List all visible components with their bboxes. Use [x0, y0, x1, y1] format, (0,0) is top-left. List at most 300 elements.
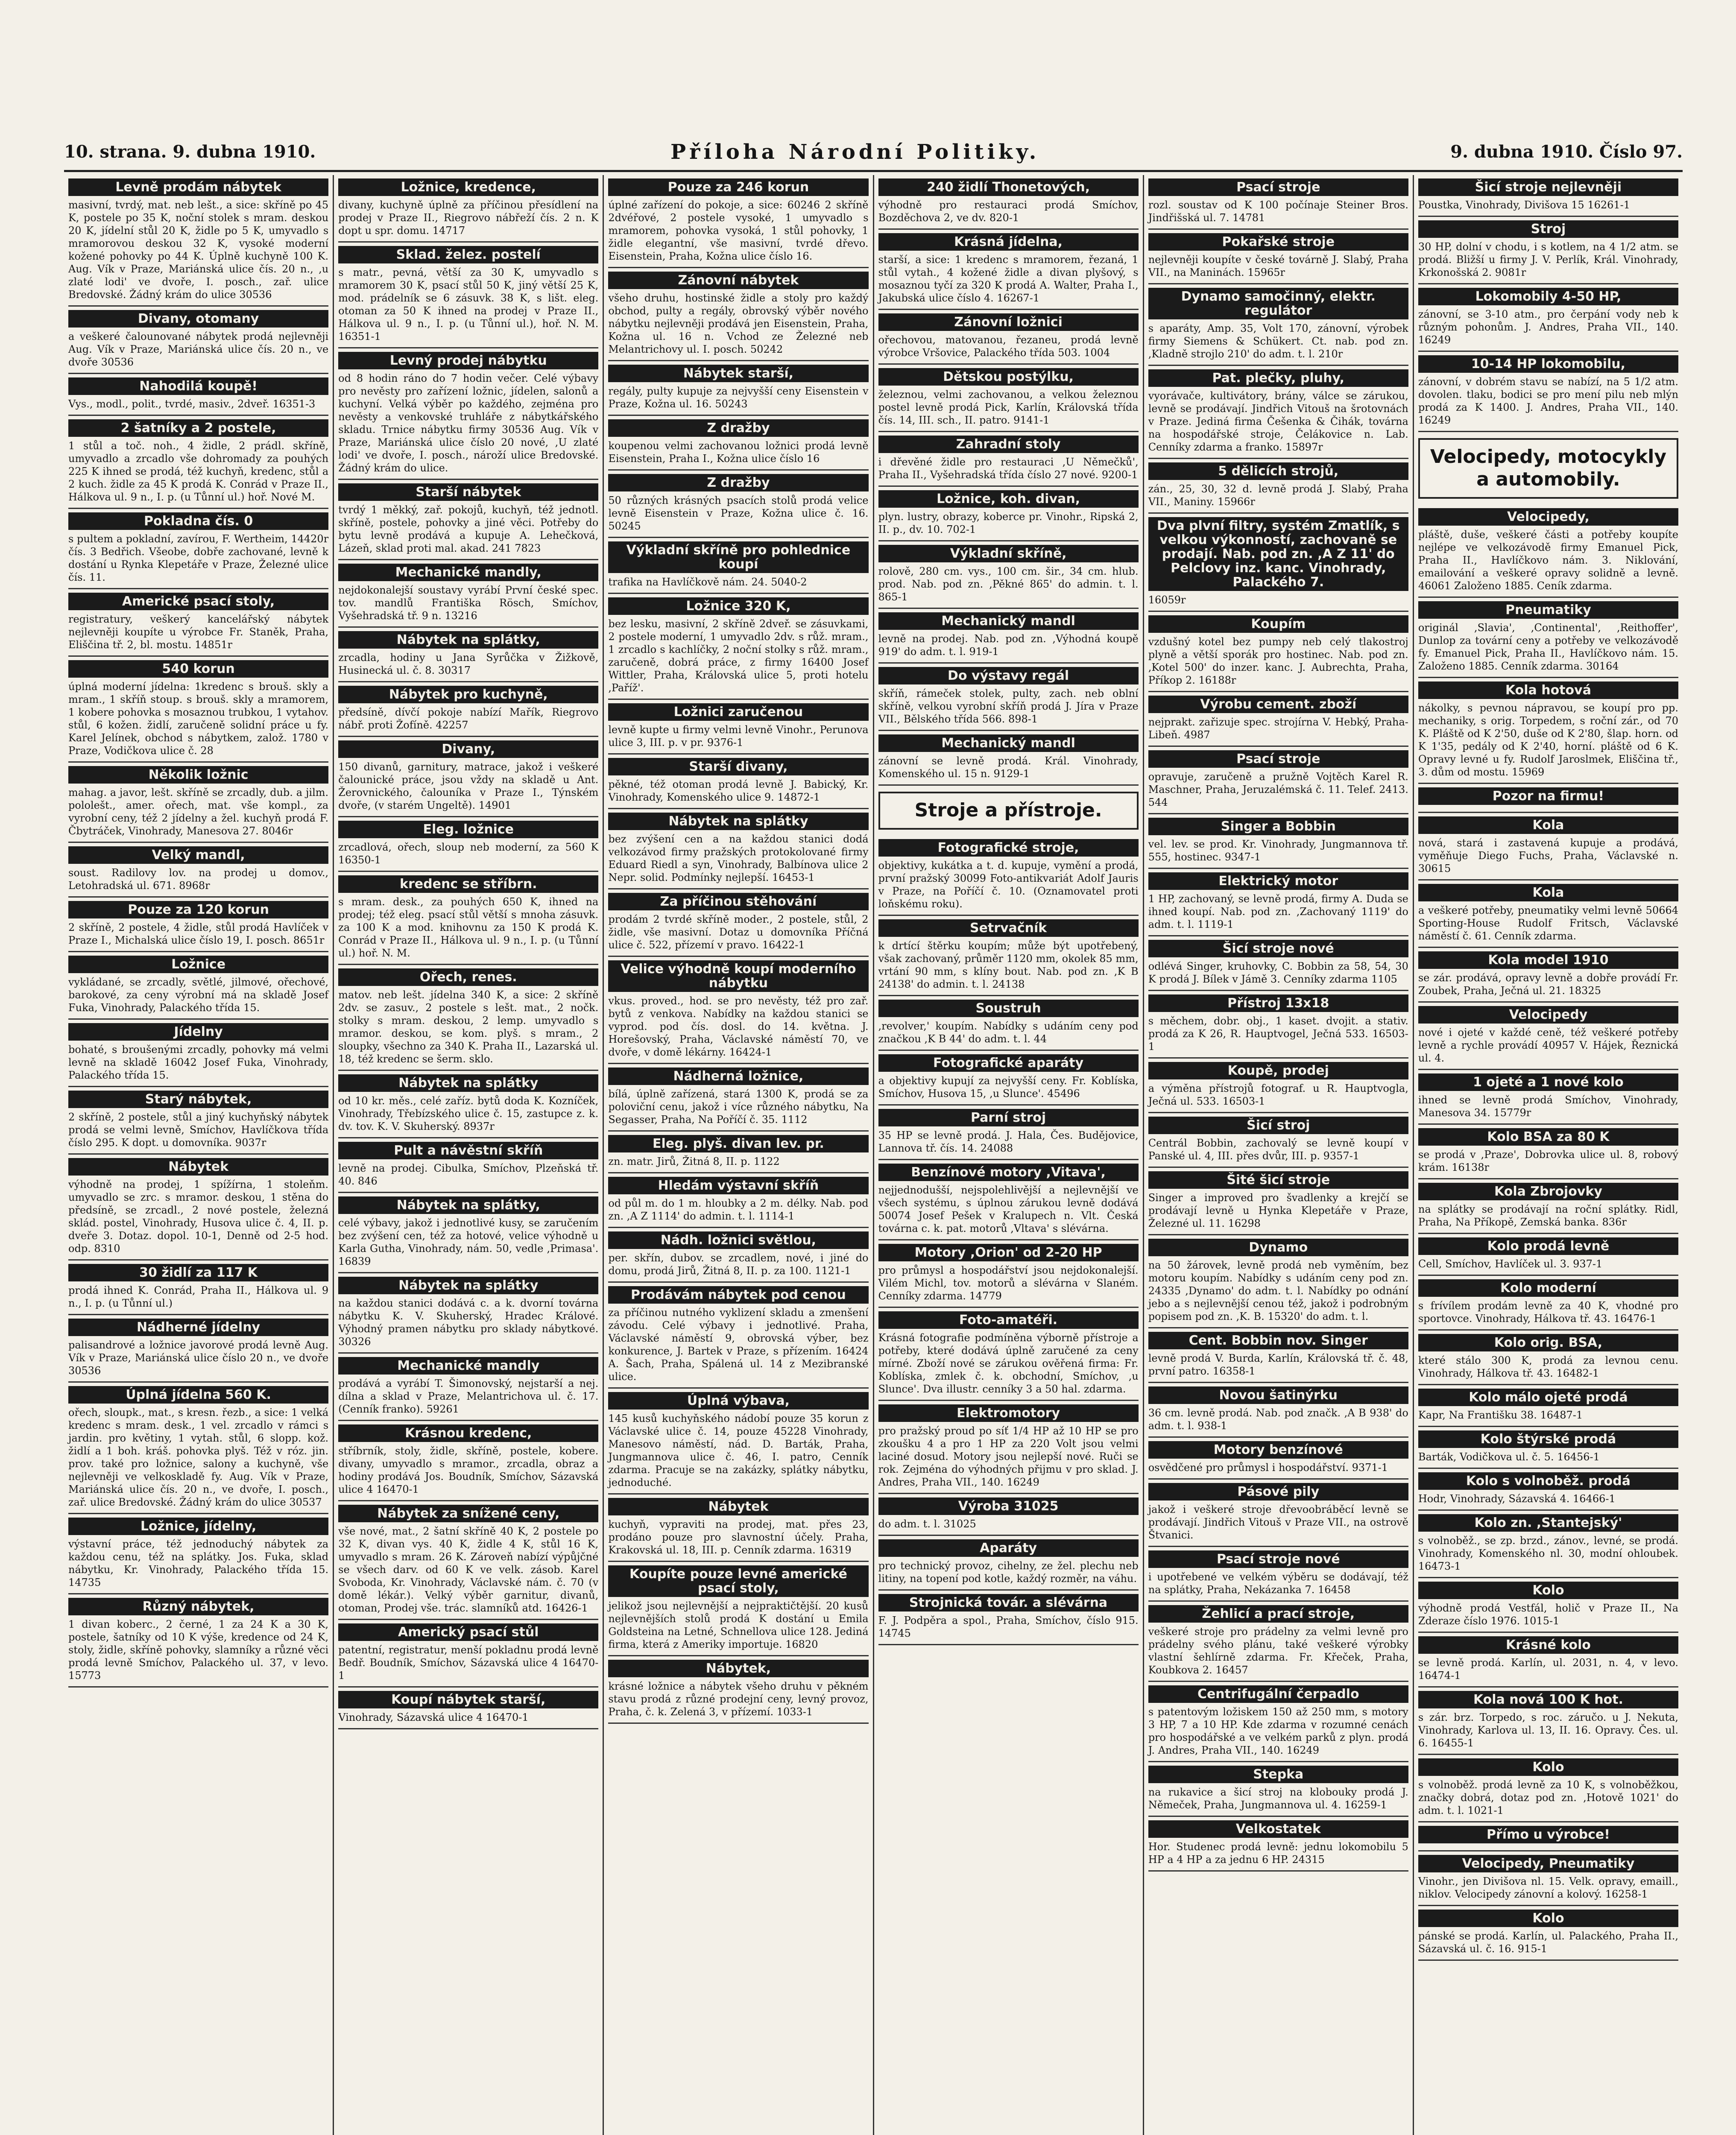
ad-text: od 10 kr. měs., celé zaříz. bytů doda K. Kozníček, Vinohrady, Třebízského ulice č. 15, zastupce z. k. dv. tov. K. V. Skuherský. 8937r [338, 1095, 599, 1132]
ad-title: Starý nábytek, [68, 1091, 328, 1108]
ad-title: Divany, [338, 740, 598, 758]
ad-title: Kola nová 100 K hot. [1418, 1691, 1678, 1708]
classified-ad [878, 836, 1139, 916]
ad-title: Nádh. ložnici světlou, [608, 1231, 868, 1249]
ad-text: 30 HP, dolní v chodu, i s kotlem, na 4 1/2 atm. se prodá. Bližší u firmy J. V. Perlík, Král. Vinohrady, Krkonošská 2. 9081r [1418, 241, 1679, 278]
ad-title: Pult a návěstní skříň [338, 1142, 598, 1159]
ad-title: Kola hotová [1418, 681, 1678, 699]
classified-ad [1148, 747, 1408, 814]
ad-title: Kolo moderní [1418, 1279, 1678, 1297]
ad-text: se zár. prodává, opravy levně a dobře provádí Fr. Zoubek, Praha, Ječná ul. 21. 18325 [1418, 971, 1679, 997]
ad-title: Levný prodej nábytku [338, 352, 598, 369]
ad-title: Mechanické mandly, [338, 564, 598, 581]
ad-text: s pultem a pokladní, zavírou, F. Wertheim, 14420r čís. 3 Bedřich. Všeobe, dobře zachované, levně k dostání u Rynka Klepetáře v Praze, Železné ulice čís. 11. [68, 533, 329, 583]
ad-text: plyn. lustry, obrazy, koberce pr. Vinohr., Ripská 2, II. p., dv. 10. 702-1 [878, 511, 1139, 535]
ad-title: Velkostatek [1148, 1820, 1408, 1838]
classified-ad [1148, 1168, 1408, 1235]
classified-ad [1418, 784, 1678, 813]
ad-text: na rukavice a šicí stroj na klobouky prodá J. Němeček, Praha, Jungmannova ul. 4. 16259-1 [1148, 1786, 1408, 1811]
ad-text: bílá, úplně zařízená, stará 1300 K, prodá se za poloviční cenu, jakož i více různého nábytku, Na Segasser, Praha, Na Poříčí č. 35. 1112 [608, 1088, 869, 1126]
ad-text: trafika na Havlíčkově nám. 24. 5040-2 [608, 576, 807, 588]
ad-text: ořechovou, matovanou, řezaneu, prodá levně výrobce Vršovice, Palackého třída 503. 1004 [878, 334, 1139, 359]
classified-ad [68, 416, 328, 509]
ad-text: vyorávače, kultivátory, brány, válce se zárukou, levně se prodávají. Jindřich Vitouš na šrotovnách v Praze. Jediná firma Češenka & Čihák, továrna na hospodářské stroje, Čelákovice n. Lab. Cenníky zdarma a franko. 15897r [1148, 390, 1408, 453]
ad-title: Kolo štýrské prodá [1418, 1430, 1678, 1448]
classified-ad [1148, 230, 1408, 284]
ad-columns [64, 175, 1683, 2135]
classified-ad [1148, 1383, 1408, 1438]
classified-ad [68, 175, 328, 307]
column-3 [604, 175, 874, 2135]
ad-title: Benzínové motory ,Vitava', [878, 1164, 1139, 1181]
ad-text: předsíně, dívčí pokoje nabízí Mařík, Riegrovo nábř. proti Žofíně. 42257 [338, 706, 599, 731]
ad-title: Fotografické stroje, [878, 839, 1139, 857]
classified-ad [338, 1354, 598, 1421]
classified-ad [1418, 217, 1678, 284]
classified-ad [1148, 1817, 1408, 1872]
ad-text: 1 stůl a toč. noh., 4 židle, 2 prádl. skříně, umyvadlo a zrcadlo vše dohromady za pouhých 225 K ihned se prodá, též kuchyň, kredenc, stůl a 2 kuch. židle za 45 K prodá K. Conrád v Praze II., Hálkova ul. 9 n., I. p. (u Tůnní ul.) hoř. Nové M. [68, 440, 329, 503]
ad-text: 36 cm. levně prodá. Nab. pod značk. ,A B 938' do adm. t. l. 938-1 [1148, 1407, 1408, 1432]
classified-ad [68, 1383, 328, 1514]
ad-title: Koupím [1148, 615, 1408, 633]
ad-text: 145 kusů kuchyňského nádobí pouze 35 korun z Václavské ulice č. 14, pouze 45228 Vinohrady, Manesovo náměstí, nád. D. Barták, Praha, Jungmannova ulice č. 46, I. patro, Cenník zdarma. Pracuje se na zakázky, splátky nábytku, jednoduché. [608, 1413, 869, 1489]
classified-ad [68, 1261, 328, 1315]
ad-title: Dva plvní filtry, systém Zmatlík, s velkou výkonností, zachovaně se prodají. Nab. pod zn. ,A Z 11' do Pelclovy inz. kanc. Vinohrady, Palackého 7. [1148, 517, 1408, 591]
classified-ad [608, 889, 868, 957]
ad-title: Aparáty [878, 1539, 1139, 1557]
ad-title: Výkladní skříně, [878, 545, 1139, 562]
ad-text: 16059r [1148, 594, 1186, 606]
classified-ad [1148, 1113, 1408, 1168]
classified-ad [68, 657, 328, 763]
ad-text: nové i ojeté v každé ceně, též veškeré potřeby levně a rychle provádí 40957 V. Hájek, Řeznická ul. 4. [1418, 1026, 1679, 1064]
classified-ad [338, 1071, 598, 1138]
ad-text: s frívílem prodám levně za 40 K, vhodné pro sportovce. Vinohrady, Hálkova tř. 43. 16476-1 [1418, 1299, 1679, 1325]
ad-title: Pouze za 246 korun [608, 178, 868, 196]
ad-title: Nábytek pro kuchyně, [338, 686, 598, 703]
classified-ad [608, 1656, 868, 1724]
ad-text: i dřevěné židle pro restauraci ,U Němečků', Praha II., Vyšehradská třída číslo 27 nové. 9200-1 [878, 456, 1139, 481]
ad-text: úplné zařízení do pokoje, a sice: 60246 2 skříně 2dvéřové, 2 postele vysoké, 1 umyvadlo s mramorem, pohovka vysoká, 1 stůl pohovky, 1 židle elegantní, vše masivní, tvrdé dřevo. Eisenstein, Praha, Kožna ulice číslo 16. [608, 199, 869, 262]
ad-title: Kola model 1910 [1418, 951, 1678, 969]
ad-text: stříbrník, stoly, židle, skříně, postele, kobere. divany, umyvadlo s mramor., zrcadla, obraz a hodiny prodává Jos. Boudník, Smíchov, Sázavská ulice 4 16470-1 [338, 1445, 599, 1495]
classified-ad [1418, 1688, 1678, 1755]
classified-ad [338, 1501, 598, 1620]
classified-ad [68, 1087, 328, 1155]
ad-title: Cent. Bobbin nov. Singer [1148, 1332, 1408, 1349]
classified-ad [68, 898, 328, 952]
classified-ad [608, 1389, 868, 1494]
header-issue: 9. dubna 1910. Číslo 97. [1450, 142, 1683, 162]
ad-text: s mram. desk., za pouhých 650 K, ihned na prodej; též eleg. psací stůl větší s mnoha zásuvk. za 100 K a mod. knihovnu za 150 K prodá K. Conrád v Praze II., Hálkova ul. 9 n., I. p. (u Tůnní ul.) hoř. N. M. [338, 896, 599, 959]
ad-title: Pásové pily [1148, 1483, 1408, 1500]
classified-ad [608, 1064, 868, 1132]
ad-title: Koupí nábytek starší, [338, 1691, 598, 1708]
ad-text: s matr., pevná, větší za 30 K, umyvadlo s mramorem 30 K, psací stůl 50 K, jiný větší 25 K, mod. prádelník se 6 zásuvk. 38 K, s lišt. eleg. otoman za 50 K ihned na prodej v Praze II., Hálkova ul. 9 n., I. p. (u Tůnní ul.), hoř. N. M. 16351-1 [338, 266, 599, 342]
ad-title: Nábytek na splátky [608, 813, 868, 830]
ad-title: Výrobu cement. zboží [1148, 696, 1408, 713]
column-5 [1144, 175, 1414, 2135]
ad-text: pro průmysl a hospodářství jsou nejdokonalejší. Vilém Michl, tov. motorů a slévárna v Slaném. Cenníky zdarma. 14779 [878, 1264, 1139, 1302]
ad-title: Z dražby [608, 474, 868, 491]
ad-title: Šicí stroje nejlevněji [1418, 178, 1678, 196]
ad-title: Centrifugální čerpadlo [1148, 1685, 1408, 1703]
ad-text: zánovní se levně prodá. Král. Vinohrady, Komenského ul. 15 n. 9129-1 [878, 755, 1139, 780]
ad-title: Mechanický mandl [878, 734, 1139, 752]
ad-text: levně prodá V. Burda, Karlín, Královská tř. č. 48, první patro. 16358-1 [1148, 1352, 1408, 1377]
classified-ad [1148, 991, 1408, 1059]
classified-ad [338, 1421, 598, 1501]
classified-ad [1418, 813, 1678, 880]
ad-title: Různý nábytek, [68, 1598, 328, 1615]
ad-text: se prodá v ,Praze', Dobrovka ulice ul. 8, robový krám. 16138r [1418, 1148, 1679, 1173]
ad-title: Sklad. želez. postelí [338, 246, 598, 263]
ad-title: Novou šatinýrku [1148, 1386, 1408, 1404]
ad-text: za příčinou nutného vyklizení skladu a zmenšení závodu. Celé výbavy i jednotlivé. Praha, Václavské náměstí 9, obrovská výber, bez konkurence, J. Bartek v Praze, s přízením. 16424 A. Šach, Praha, Spálená ul. 14 z Mezibranské ulice. [608, 1307, 869, 1383]
classified-ad [878, 731, 1139, 786]
ad-text: Singer a improved pro švadlenky a krejčí se prodávají levně u Hynka Klepetáře v Praze, Železné ul. 11. 16298 [1148, 1192, 1408, 1229]
ad-title: Zánovní ložnici [878, 313, 1139, 331]
classified-ad [878, 1106, 1139, 1160]
ad-text: masivní, tvrdý, mat. neb lešt., a sice: skříně po 45 K, postele po 35 K, noční stolek s mram. deskou 20 K, jídelní stůl 20 K, židle po 5 K, umyvadlo s mramorovou deskou 32 K, vysoké moderní kožené pohovky po 44 K. Úplně kuchyně 100 K. Aug. Vík v Praze, Mariánská ulice čís. 20 n., ,u zlaté lodi' ve dvoře, I. posch., zař. ulice Bredovské. Žádný krám do ulice 30536 [68, 199, 329, 301]
ad-title: 30 židlí za 117 K [68, 1264, 328, 1281]
classified-ad [1148, 1762, 1408, 1817]
classified-ad [878, 432, 1139, 487]
classified-ad [338, 1688, 598, 1729]
classified-ad [338, 1273, 598, 1354]
ad-title: Kolo prodá levně [1418, 1237, 1678, 1255]
ad-title: Krásné kolo [1418, 1636, 1678, 1654]
classified-ad [878, 1240, 1139, 1308]
classified-ad [1418, 284, 1678, 352]
ad-text: a veškeré potřeby, pneumatiky velmi levně 50664 Sporting-House Rudolf Fritsch, Václavské náměstí č. 61. Cenník zdarma. [1418, 904, 1679, 942]
ad-text: výhodně na prodej, 1 spížírna, 1 stoleňm. umyvadlo se zrc. s mramor. deskou, 1 stěna do předsíně, se zrcadl., 2 nové postele, železná sklád. postel, Vinohrady, Husova ulice č. 4, II. p. dveře 3. Dotaz. dopol. 10-1, Denně od 2-5 hod. odp. 8310 [68, 1179, 329, 1255]
classified-ad [878, 1591, 1139, 1645]
ad-title: Pokladna čís. 0 [68, 512, 328, 530]
ad-title: Kola [1418, 816, 1678, 834]
classified-ad [1148, 1438, 1408, 1480]
classified-ad [1418, 1578, 1678, 1633]
ad-text: Barták, Vodičkova ul. č. 5. 16456-1 [1418, 1451, 1600, 1463]
ad-title: Nábytek, [608, 1660, 868, 1677]
ad-text: nejlevněji koupíte v české továrně J. Slabý, Praha VII., na Maninách. 15965r [1148, 254, 1408, 278]
ad-text: osvědčené pro průmysl i hospodářství. 9371-1 [1148, 1462, 1388, 1474]
ad-title: Pat. plečky, pluhy, [1148, 369, 1408, 387]
classified-ad [68, 1594, 328, 1688]
ad-text: 150 divanů, garnitury, matrace, jakož i veškeré čalounické práce, jsou vždy na skladě u Ant. Žerovnického, čalouníka v Praze I., Týnském dvoře, (v starém Ungeltě). 14901 [338, 761, 599, 811]
ad-text: palisandrové a ložnice javorové prodá levně Aug. Vík v Praze, Mariánská ulice číslo 20 n., ve dvoře 30536 [68, 1339, 329, 1377]
classified-ad [1418, 1755, 1678, 1822]
classified-ad [878, 1494, 1139, 1536]
ad-title: Do výstavy regál [878, 667, 1139, 684]
ad-title: Ložnici zaručenou [608, 703, 868, 721]
ad-title: Pozor na firmu! [1418, 787, 1678, 805]
ad-title: Šicí stroje nové [1148, 940, 1408, 957]
ad-text: tvrdý 1 měkký, zař. pokojů, kuchyň, též jednotl. skříně, postele, pohovky a jiné věci. Potřeby do bytu levně prodává a kupuje A. Lehečková, Lázeň, sklad proti mal. akad. 241 7823 [338, 504, 599, 554]
ad-text: do adm. t. l. 31025 [878, 1518, 976, 1530]
classified-ad [1418, 880, 1678, 948]
ad-text: výhodně prodá Vestfál, holič v Praze II., Na Zderaze číslo 1976. 1015-1 [1418, 1602, 1679, 1627]
classified-ad [878, 1051, 1139, 1106]
classified-ad [68, 509, 328, 589]
ad-text: originál ,Slavia', ,Continental', ,Reithoffer', Dunlop za tovární ceny a potřeby ve velkozávodě fy. Emanuel Pick, Praha II., Havlíčkovo nám. 15. Založeno 1885. Cenník zdarma. 30164 [1418, 621, 1679, 672]
ad-text: zánovní, v dobrém stavu se nabízí, na 5 1/2 atm. dovolen. tlaku, bodici se pro mení pilu neb mlýn prodá za K 1400. J. Andres, Praha VII., 140. 16249 [1418, 376, 1679, 426]
ad-title: Nádherné jídelny [68, 1319, 328, 1336]
ad-text: jakož i veškeré stroje dřevoobráběcí levně se prodávají. Jindřich Vitouš v Praze VII., na ostrově Štvanici. [1148, 1503, 1408, 1541]
ad-text: Vys., modl., polit., tvrdé, masiv., 2dveř. 16351-3 [68, 398, 316, 410]
classified-ad [1148, 514, 1408, 612]
classified-ad [1418, 1125, 1678, 1179]
ad-title: Zánovní nábytek [608, 272, 868, 289]
ad-text: úplná moderní jídelna: 1kredenc s brouš. skly a mram., 1 skříň stoup. s brouš. skly a mramorem, 1 kobere pohovka s mosaznou trubkou, 1 vytahov. stůl, 6 kožen. židlí, zaručeně solidní práce u fy. Karel Jelínek, obchod s nábytkem, založ. 1780 v Praze, Vodičkova ulice č. 28 [68, 681, 329, 757]
classified-ad [608, 1228, 868, 1283]
ad-text: Krásná fotografie podmíněna výborně přístroje a potřeby, které dodává úplně zaručené za ceny mírné. Zboží nové se zárukou ověřená firma: Fr. Koblíska, zmlek č. k. obchodní, Smíchov, ,u Slunce'. Dva illustr. cenníky 3 a 50 hal. zdarma. [878, 1331, 1139, 1395]
classified-ad [608, 700, 868, 755]
ad-title: Ložnice [68, 956, 328, 973]
ad-title: Přístroj 13x18 [1148, 994, 1408, 1012]
classified-ad [878, 1160, 1139, 1240]
classified-ad [878, 1308, 1139, 1401]
ad-title: Kolo BSA za 80 K [1418, 1128, 1678, 1146]
ad-text: pánské se prodá. Karlín, ul. Palackého, Praha II., Sázavská ul. č. 16. 915-1 [1418, 1930, 1679, 1955]
ad-text: pěkné, též otoman prodá levně J. Babický, Kr. Vinohrady, Komenského ulice 9. 14872-1 [608, 778, 869, 803]
ad-title: Elektromotory [878, 1404, 1139, 1422]
ad-title: Ořech, renes. [338, 968, 598, 986]
ad-text: prodává a vyrábí T. Šimonovský, nejstarší a nej. dílna a sklad v Praze, Melantrichova ul. č. 17. (Cenník franko). 59261 [338, 1378, 599, 1415]
ad-title: Žehlicí a prací stroje, [1148, 1605, 1408, 1623]
ad-text: levně na prodej. Cibulka, Smíchov, Plzeňská tř. 40. 846 [338, 1162, 599, 1187]
ad-title: 1 ojeté a 1 nové kolo [1418, 1073, 1678, 1091]
ad-text: ,revolver,' koupím. Nabídky s udáním ceny pod značkou ,K B 44' do adm. t. l. 44 [878, 1020, 1139, 1045]
classified-ad [1148, 612, 1408, 692]
classified-ad [1418, 1511, 1678, 1578]
classified-ad [68, 952, 328, 1020]
ad-text: bohaté, s broušenými zrcadly, pohovky má velmi levně na skladě 16042 Josef Fuka, Vinohrady, Palackého třída 15. [68, 1044, 329, 1081]
classified-ad [1148, 814, 1408, 869]
classified-ad [878, 1536, 1139, 1591]
ad-text: pláště, duše, veškeré části a potřeby koupíte nejlépe ve velkozávodě firmy Emanuel Pick, Praha II., Havlíčkovo nám. 3. Niklování, emailování a veškeré opravy solidně a levně. 46061 Založeno 1885. Ceník zdarma. [1418, 528, 1679, 592]
classified-ad [608, 1283, 868, 1389]
ad-title: Velice výhodně koupí moderního nábytku [608, 960, 868, 992]
ad-title: Ložnice, kredence, [338, 178, 598, 196]
classified-ad [608, 538, 868, 594]
classified-ad [1148, 1235, 1408, 1328]
classified-ad [338, 682, 598, 737]
ad-text: zn. matr. Jirů, Žitná 8, II. p. 1122 [608, 1155, 780, 1167]
ad-title: Úplná výbava, [608, 1392, 868, 1410]
ad-text: s volnoběž. prodá levně za 10 K, s volnoběžkou, značky dobrá, dotaz pod zn. ,Hotově 1021' do adm. t. l. 1021-1 [1418, 1778, 1679, 1816]
classified-ad [338, 737, 598, 817]
ad-text: opravuje, zaručeně a pružně Vojtěch Karel R. Maschner, Praha, Jeruzalémská č. 11. Telef. 2413. 544 [1148, 771, 1408, 808]
ad-title: Soustruh [878, 1000, 1139, 1017]
ad-text: regály, pulty kupuje za nejvyšší ceny Eisenstein v Praze, Kožna ul. 16. 50243 [608, 385, 869, 410]
ad-text: železnou, velmi zachovanou, a velkou železnou postel levně prodá Pick, Karlín, Královská třída čís. 14, III. sch., II. patro. 9141-1 [878, 389, 1139, 426]
ad-title: 5 dělicích strojů, [1148, 462, 1408, 480]
ad-text: s měchem, dobr. obj., 1 kaset. dvojit. a stativ. prodá za K 26, R. Hauptvogel, Ječná 533. 16503-1 [1148, 1015, 1408, 1053]
classified-ad [1418, 1822, 1678, 1851]
classified-ad [338, 628, 598, 682]
ad-text: a veškeré čalounované nábytek prodá nejlevněji Aug. Vík v Praze, Mariánská ulice čís. 20 n., ve dvoře 30536 [68, 330, 329, 368]
ad-text: skříň, rámeček stolek, pulty, zach. neb oblní skříně, velkou vyrobní skříň prodá J. Jíra v Praze VII., Bělského třída 566. 898-1 [878, 687, 1139, 725]
ad-title: Motory ,Orion' od 2-20 HP [878, 1244, 1139, 1261]
ad-text: krásné ložnice a nábytek všeho druhu v pěkném stavu prodá z různé prodejní ceny, levný provoz, Praha, č. k. Zelená 3, v přízemí. 1033-1 [608, 1680, 869, 1718]
ad-text: vše nové, mat., 2 šatní skříně 40 K, 2 postele po 32 K, divan vys. 40 K, židle 4 K, stůl 16 K, umyvadlo s mram. 26 K. Zároveň nabízí výpůjčné se všech darv. od 60 K ve velk. zásob. Karel Svoboda, Kr. Vinohrady, Václavské nám. č. 70 (v domě lékár.). Velký výběr garnitur, divanů, otoman, Prodej vše. trác. slamníků atd. 16426-1 [338, 1525, 599, 1614]
ad-text: kuchyň, vypraviti na prodej, mat. přes 23, prodáno pouze pro slavnostní účely. Praha, Krakovská ul. 18, III. p. Cenník zdarma. 16319 [608, 1518, 869, 1556]
classified-ad [878, 609, 1139, 664]
ad-text: výhodně pro restauraci prodá Smíchov, Bozděchova 2, ve dv. 820-1 [878, 199, 1139, 224]
page-header [64, 137, 1683, 172]
ad-text: prodám 2 tvrdé skříně moder., 2 postele, stůl, 2 židle, vše masivní. Dotaz u domovníka Příčná ulice č. 522, přízemí v pravo. 16422-1 [608, 913, 869, 951]
ad-title: Kolo [1418, 1758, 1678, 1776]
classified-ad [608, 361, 868, 416]
ad-title: Kola [1418, 884, 1678, 901]
ad-title: Parní stroj [878, 1109, 1139, 1126]
ad-text: Kapr, Na Františku 38. 16487-1 [1418, 1409, 1583, 1421]
ad-text: rolově, 280 cm. vys., 100 cm. šir., 34 cm. hlub. prod. Nab. pod zn. ,Pěkné 865' do admin. t. l. 865-1 [878, 565, 1139, 603]
ad-title: Elektrický motor [1148, 872, 1408, 890]
ad-title: Mechanický mandl [878, 612, 1139, 630]
classified-ad [338, 348, 598, 480]
ad-text: 35 HP se levně prodá. J. Hala, Čes. Budějovice, Lannova tř. čís. 14. 24088 [878, 1129, 1139, 1154]
classified-ad [68, 1315, 328, 1383]
classified-ad [878, 541, 1139, 609]
ad-title: Nábytek [608, 1498, 868, 1515]
classified-ad [1148, 284, 1408, 366]
ad-text: všeho druhu, hostinské židle a stoly pro každý obchod, pulty a regály, obrovský výběr nového nábytku nejlevněji prodává jen Eisenstein, Praha, Kožna ul. 16 n. Vchod ze Železné neb Melantrichovy ul. I. posch. 50242 [608, 292, 869, 355]
ad-text: divany, kuchyně úplně za příčinou přesídlení na prodej v Praze II., Riegrovo nábřeží čís. 2 n. K dopt u spr. domu. 14717 [338, 199, 599, 237]
ad-title: Velocipedy, Pneumatiky [1418, 1855, 1678, 1872]
classified-ad [1418, 175, 1678, 217]
ad-title: Šicí stroj [1148, 1117, 1408, 1134]
ad-text: 1 divan koberc., 2 černé, 1 za 24 K a 30 K, postele, šatníky od 10 K výše, kredence od 24 K, stoly, židle, skříně pohovky, slamníky a různé věci prodá levně Smíchov, Palackého ul. 37, v levo. 15773 [68, 1618, 329, 1682]
classified-ad [338, 1193, 598, 1273]
ad-text: a výměna přístrojů fotograf. u R. Hauptvogla, Ječná ul. 533. 16503-1 [1148, 1082, 1408, 1107]
ad-text: zánovní, se 3-10 atm., pro čerpání vody neb k různým pohonům. J. Andres, Praha VII., 140. 16249 [1418, 308, 1679, 346]
ad-text: výstavní práce, též jednoduchý nábytek za každou cenu, též na splátky. Jos. Fuka, sklad nábytku, Kr. Vinohrady, Palackého třída 15. 14735 [68, 1538, 329, 1588]
classified-ad [68, 1514, 328, 1594]
ad-text: vel. lev. se prod. Kr. Vinohrady, Jungmannova tř. 555, hostinec. 9347-1 [1148, 838, 1408, 863]
ad-title: Stroj [1418, 220, 1678, 238]
ad-title: Velocipedy, [1418, 508, 1678, 526]
ad-title: Lokomobily 4-50 HP, [1418, 288, 1678, 305]
column-2 [334, 175, 604, 2135]
classified-ad [608, 416, 868, 471]
ad-title: Pouze za 120 korun [68, 901, 328, 918]
ad-text: s volnoběž., se zp. brzd., zánov., levné, se prodá. Vinohrady, Komenského nl. 30, modní ohloubek. 16473-1 [1418, 1534, 1679, 1572]
ad-title: Pokařské stroje [1148, 233, 1408, 251]
classified-ad [1418, 352, 1678, 432]
ad-title: Koupě, prodej [1148, 1062, 1408, 1079]
header-title: Příloha Národní Politiky. [670, 140, 1040, 164]
classified-ad [68, 307, 328, 374]
classified-ad [608, 755, 868, 809]
ad-title: Velocipedy [1418, 1006, 1678, 1024]
ad-title: Velký mandl, [68, 846, 328, 864]
classified-ad [1148, 692, 1408, 747]
classified-ad [1148, 1328, 1408, 1383]
classified-ad [1418, 505, 1678, 598]
classified-ad [1418, 1851, 1678, 1906]
ad-title: Ložnice, jídelny, [68, 1518, 328, 1535]
ad-title: Levně prodám nábytek [68, 178, 328, 196]
ad-title: Foto-amatéři. [878, 1311, 1139, 1329]
ad-title: Jídelny [68, 1023, 328, 1041]
ad-title: Motory benzínové [1148, 1441, 1408, 1459]
classified-ad [878, 916, 1139, 996]
ad-text: objektivy, kukátka a t. d. kupuje, vymění a prodá, první pražský 30099 Foto-antikvariát Adolf Jauris v Praze, na Poříčí č. 10. (Oznamovatel proti loňskému roku). [878, 859, 1139, 910]
ad-text: které stálo 300 K, prodá za levnou cenu. Vinohrady, Hálkova tř. 43. 16482-1 [1418, 1354, 1679, 1379]
ad-title: Kolo [1418, 1582, 1678, 1599]
ad-title: Singer a Bobbin [1148, 818, 1408, 835]
classified-ad [1418, 678, 1678, 784]
ad-text: rozl. soustav od K 100 počínaje Steiner Bros. Jindřišská ul. 7. 14781 [1148, 199, 1408, 224]
classified-ad [68, 1155, 328, 1261]
classified-ad [1418, 1234, 1678, 1276]
classified-ad [338, 175, 598, 243]
classified-ad [1418, 1427, 1678, 1469]
classified-ad [338, 1138, 598, 1193]
ad-title: Výkladní skříně pro pohlednice koupí [608, 541, 868, 573]
ad-text: s aparáty, Amp. 35, Volt 170, zánovní, výrobek firmy Siemens & Schükert. Ct. nab. pod zn. ,Kladně strojlo 210' do adm. t. l. 210r [1148, 322, 1408, 360]
ad-title: Nahodilá koupě! [68, 377, 328, 395]
ad-title: kredenc se stříbrn. [338, 875, 598, 893]
ad-title: Kolo zn. ,Stantejský' [1418, 1514, 1678, 1532]
ad-text: matov. neb lešt. jídelna 340 K, a sice: 2 skříně 2dv. se zasuv., 2 postele s lešt. mat., 2 nočk. stolky s mram. deskou, 2 lemp. umyvadlo s mramor. deskou, se kom. plyš. s mram., 2 sloupky, všechno za 340 K. Praha II., Lazarská ul. 18, též kredenc se šerm. sklo. [338, 989, 599, 1065]
ad-title: Dětskou postýlku, [878, 368, 1139, 386]
header-page-date: 10. strana. 9. dubna 1910. [64, 142, 316, 162]
ad-title: Starší divany, [608, 758, 868, 775]
ad-text: Vinohrady, Sázavská ulice 4 16470-1 [338, 1711, 529, 1723]
classified-ad [608, 1494, 868, 1562]
ad-text: bez zvýšení cen a na každou stanici dodá velkozávod firmy pražských protokolované firmy Eduard Riedl a syn, Vinohrady, Balbínova ulice 2 Nepr. solid. Podmínky nejlepší. 16453-1 [608, 833, 869, 883]
ad-text: koupenou velmi zachovanou ložnici prodá levně Eisenstein, Praha I., Kožna ulice číslo 16 [608, 440, 869, 465]
ad-text: celé výbavy, jakož i jednotlivé kusy, se zaručením bez zvýšení cen, též za hotové, velice výhodně u Karla Gutha, Vinohrady, nám. 50, vedle ,Primasa'. 16839 [338, 1217, 599, 1267]
ad-title: Mechanické mandly [338, 1357, 598, 1375]
ad-title: 240 židlí Thonetových, [878, 178, 1139, 196]
classified-ad [608, 957, 868, 1064]
classified-ad [608, 1173, 868, 1228]
ad-title: Nábytek [68, 1158, 328, 1176]
ad-title: 2 šatníky a 2 postele, [68, 419, 328, 437]
ad-text: s zár. brz. Torpedo, s roc. záručo. u J. Nekuta, Vinohrady, Karlova ul. 13, II. 16. Opravy. Čes. ul. 6. 16455-1 [1418, 1711, 1679, 1749]
ad-title: Pneumatiky [1418, 601, 1678, 619]
classified-ad [1418, 948, 1678, 1003]
ad-title: Kolo s volnoběž. prodá [1418, 1472, 1678, 1490]
classified-ad [608, 594, 868, 700]
classified-ad [1148, 1547, 1408, 1602]
column-1 [64, 175, 334, 2135]
classified-ad [68, 1020, 328, 1087]
classified-ad [878, 996, 1139, 1051]
ad-text: prodá ihned K. Conrád, Praha II., Hálkova ul. 9 n., I. p. (u Tůnní ul.) [68, 1284, 329, 1309]
newspaper-page [64, 137, 1683, 2135]
ad-text: 1 HP, zachovaný, se levně prodá, firmy A. Duda se ihned koupí. Nab. pod zn. ,Zachovaný 1119' do adm. t. l. 1119-1 [1148, 893, 1408, 930]
ad-text: ihned se levně prodá Smíchov, Vinohrady, Manesova 34. 15779r [1418, 1094, 1679, 1119]
ad-text: se levně prodá. Karlín, ul. 2031, n. 4, v levo. 16474-1 [1418, 1656, 1679, 1682]
ad-title: Nábytek na splátky [338, 1277, 598, 1294]
ad-text: bez lesku, masivní, 2 skříně 2dveř. se zásuvkami, 2 postele moderní, 1 umyvadlo 2dv. s růž. mram., 1 zrcadlo s kachlíčky, 2 noční stolky s růž. mram., zaručeně, dobrá práce, z firmy 16400 Josef Wittler, Praha, Královská ulice 5, proti hotelu ,Paříž'. [608, 618, 869, 694]
classified-ad [68, 763, 328, 843]
classified-ad [338, 480, 598, 560]
classified-ad [608, 1562, 868, 1656]
ad-text: nejdokonalejší soustavy vyrábí První české spec. tov. mandlů Františka Rösch, Smíchov, Vyšehradská tř. 9 n. 13216 [338, 584, 599, 622]
column-6 [1414, 175, 1683, 2135]
ad-text: zán., 25, 30, 32 d. levně prodá J. Slabý, Praha VII., Maniny. 15966r [1148, 483, 1408, 508]
ad-title: Nábytek za snížené ceny, [338, 1505, 598, 1522]
ad-title: Krásnou kredenc, [338, 1424, 598, 1442]
ad-text: vkus. proved., hod. se pro nevěsty, též pro zař. bytů z venkova. Nabídky na každou stanici se vyprod. pod čís. dosl. do 14. května. J. Horešovský, Praha, Václavské náměstí 70, ve dvoře, v domě lékárny. 16424-1 [608, 995, 869, 1058]
classified-ad [68, 374, 328, 416]
